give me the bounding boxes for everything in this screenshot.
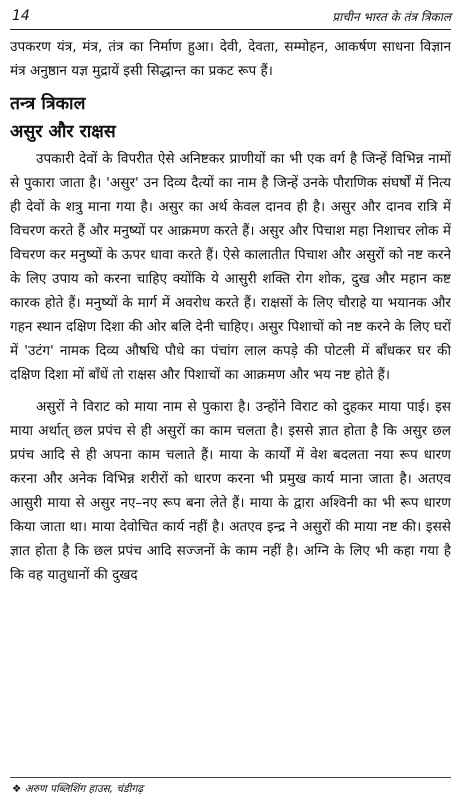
subsection-title: असुर और राक्षस	[10, 122, 116, 142]
page-content	[10, 35, 451, 770]
footer-rule	[10, 777, 451, 778]
section-title: तन्त्र त्रिकाल	[10, 94, 86, 114]
running-head: प्राचीन भारत के तंत्र त्रिकाल	[332, 10, 451, 24]
intro-paragraph: उपकरण यंत्र, मंत्र, तंत्र का निर्माण हुआ। देवी, देवता, सम्मोहन, आकर्षण साधना विज्ञान मंत्र अनुष्ठान यज्ञ मुद्रायें इसी सिद्धान्त का प्रकट रूप हैं।	[10, 39, 451, 79]
paragraph-asur-rakshas: उपकारी देवों के विपरीत ऐसे अनिष्टकर प्राणीयों का भी एक वर्ग है जिन्हें विभिन्न नामों से पुकारा जाता है। 'असुर' उन दिव्य दैत्यों का नाम है जिन्हें उनके पौराणिक संघर्षों में नित्य ही देवों के शत्रु माना गया है। असुर का अर्थ केवल दानव ही है। असुर और दानव रात्रि में विचरण करते हैं और मनुष्यों पर आक्रमण करते हैं। असुर और पिचाश महा निशाचर लोक में विचरण कर मनुष्यों के ऊपर धावा करते हैं। ऐसे कालातीत पिचाश और असुरों को नष्ट करने के लिए उपाय को करना चाहिए क्योंकि ये आसुरी शक्ति रोग शोक, दुख और महान कष्ट कारक होते हैं। मनुष्यों के मार्ग में अवरोध करते हैं। राक्षसों के लिए चौराहे या भयानक और गहन स्थान दक्षिण दिशा की ओर बलि देनी चाहिए। असुर पिशाचों को नष्ट करने के लिए घरों में 'उटंग' नामक दिव्य औषधि पौधे का पंचांग लाल कपड़े की पोटली में बाँधकर घर की दक्षिण दिशा मों बाँधें तो राक्षस और पिशाचों का आक्रमण और भय नष्ट होते हैं।	[10, 151, 451, 383]
publisher-footer: ❖ अरुण पब्लिशिंग हाउस, चंडीगढ़	[12, 783, 144, 795]
paragraph-maya: असुरों ने विराट को माया नाम से पुकारा है। उन्होंने विराट को दुहकर माया पाई। इस माया अर्थात् छल प्रपंच से ही असुरों का काम चलता है। इससे ज्ञात होता है कि असुर छल प्रपंच आदि से ही अपना काम चलाते हैं। माया के कार्यों में वेश बदलता नया रूप धारण करना और अनेक विभिन्न शरीरों को धारण करना भी प्रमुख कार्य माना जाता है। अतएव आसुरी माया से असुर नए–नए रूप बना लेते हैं। माया के द्वारा अश्विनी का भी रूप धारण किया जाता था। माया देवोचित कार्य नहीं है। अतएव इन्द्र ने असुरों की माया नष्ट की। इससे ज्ञात होता है कि छल प्रपंच आदि सज्जनों के काम नहीं है। अग्नि के लिए भी कहा गया है कि वह यातुधानों की दुखद	[10, 399, 451, 583]
page-header	[10, 6, 451, 30]
header-rule	[10, 29, 451, 30]
page-number: 14	[12, 8, 30, 24]
